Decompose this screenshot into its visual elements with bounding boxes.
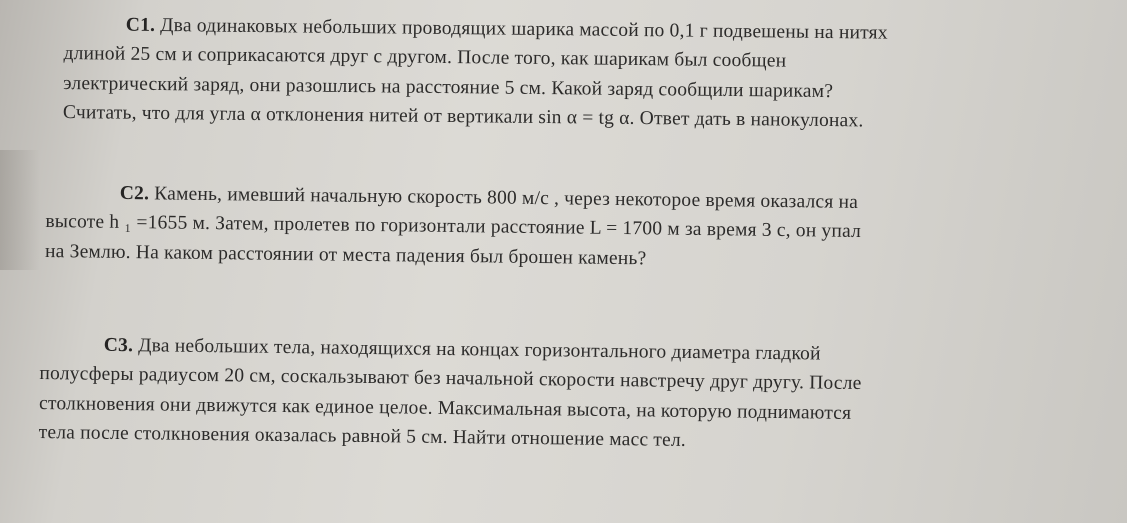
problem-line: электрический заряд, они разошлись на расстояние 5 см. Какой заряд сообщили шарикам? — [63, 72, 834, 102]
problem-line: Считать, что для угла α отклонения нитей от вертикали sin α = tg α. Ответ дать в нанокулонах. — [62, 101, 864, 132]
problem-c1 — [63, 10, 888, 136]
problem-text: Два одинаковых небольших проводящих шарика массой по 0,1 г подвешены на нитях — [160, 15, 888, 44]
problem-c2 — [45, 178, 862, 276]
problem-label: С3. — [103, 334, 134, 357]
problem-line: тела после столкновения оказалась равной 5 см. Найти отношение масс тел. — [38, 421, 687, 451]
problem-line: столкновения они движутся как единое целое. Максимальная высота, на которую поднимаются — [38, 392, 852, 424]
problem-label: С1. — [125, 14, 156, 36]
problem-text: Два небольших тела, находящихся на концах горизонтального диаметра гладкой — [138, 335, 821, 365]
problem-line: полусферы радиусом 20 см, соскальзывают без начальной скорости навстречу друг другу. После — [39, 363, 862, 395]
problem-c3 — [39, 330, 862, 457]
problem-line: длиной 25 см и соприкасаются друг с другом. После того, как шарикам был сообщен — [63, 43, 787, 72]
problem-text: Камень, имевший начальную скорость 800 м/с , через некоторое время оказался на — [154, 183, 859, 213]
paper-shadow — [0, 150, 40, 270]
problem-label: С2. — [119, 182, 150, 205]
problem-line: на Землю. На каком расстоянии от места падения был брошен камень? — [44, 240, 647, 269]
problem-line: высоте h ₁ =1655 м. Затем, пролетев по горизонтали расстояние L = 1700 м за время 3 с, он упал — [45, 211, 862, 243]
